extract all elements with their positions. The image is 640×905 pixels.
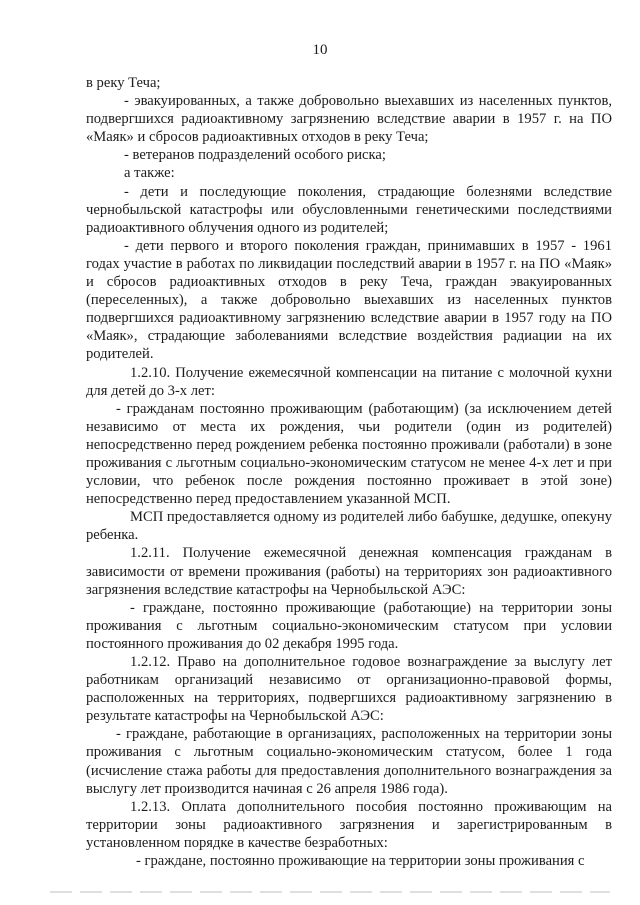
list-item: - гражданам постоянно проживающим (работающим) (за исключением детей независимо от места их рождения, чьи родители (один из родителей) непосредственно перед рождением ребенка постоянно проживали (работали) в зоне проживания с льготным социально-экономическим статусом не менее 4-х лет и при условии, что ребенок после рождения постоянно проживает в этой зоне) непосредственно перед предоставлением указанной МСП. [86, 400, 612, 508]
scan-artifact [50, 891, 610, 893]
list-item: - ветеранов подразделений особого риска; [124, 147, 386, 164]
section-paragraph: 1.2.10. Получение ежемесячной компенсации на питание с молочной кухни для детей до 3-х лет: [86, 364, 612, 399]
page-number: 10 [312, 42, 328, 58]
list-item: - граждане, постоянно проживающие (работающие) на территории зоны проживания с льготным социально-экономическим статусом при условии постоянного проживания до 02 декабря 1995 года. [86, 599, 612, 652]
paragraph: МСП предоставляется одному из родителей либо бабушке, дедушке, опекуну ребенка. [86, 509, 612, 544]
document-body [86, 74, 612, 870]
paragraph: в реку Теча; [86, 75, 161, 91]
list-item: - граждане, постоянно проживающие на территории зоны проживания с [136, 853, 585, 870]
list-item: - граждане, работающие в организациях, расположенных на территории зоны проживания с льготным социально-экономическим статусом, более 1 года (исчисление стажа работы для предоставления дополнительного вознаграждения за выслугу лет производится начиная с 26 апреля 1986 года). [86, 726, 612, 797]
list-item: - эвакуированных, а также добровольно выехавших из населенных пунктов, подвергшихся радиоактивному загрязнению вследствие аварии в 1957 г. на ПО «Маяк» и сбросов радиоактивных отходов в реку Теча; [86, 93, 612, 146]
list-item: - дети и последующие поколения, страдающие болезнями вследствие чернобыльской катастрофы или обусловленными генетическими последствиями радиоактивного облучения одного из родителей; [86, 183, 612, 236]
section-paragraph: 1.2.11. Получение ежемесячной денежная компенсация гражданам в зависимости от времени проживания (работы) на территориях зон радиоактивного загрязнения вследствие катастрофы на Чернобыльской АЭС: [86, 545, 612, 598]
section-paragraph: 1.2.13. Оплата дополнительного пособия постоянно проживающим на территории зоны радиоактивного загрязнения и зарегистрированным в установленном порядке в качестве безработных: [86, 798, 612, 851]
list-item: - дети первого и второго поколения граждан, принимавших в 1957 - 1961 годах участие в работах по ликвидации последствий аварии в 1957 г. на ПО «Маяк» и сбросов радиоактивных отходов в реку Теча, граждан эвакуированных (переселенных), а также добровольно выехавших из населенных пунктов подвергшихся радиоактивному загрязнению вследствие аварии в 1957 году на ПО «Маяк», страдающие заболеваниями вследствие воздействия радиации на их родителей. [86, 237, 612, 363]
paragraph: а также: [124, 165, 175, 182]
section-paragraph: 1.2.12. Право на дополнительное годовое вознаграждение за выслугу лет работникам организаций независимо от организационно-правовой формы, расположенных на территориях, подвергшихся радиоактивному загрязнению в результате катастрофы на Чернобыльской АЭС: [86, 654, 612, 725]
